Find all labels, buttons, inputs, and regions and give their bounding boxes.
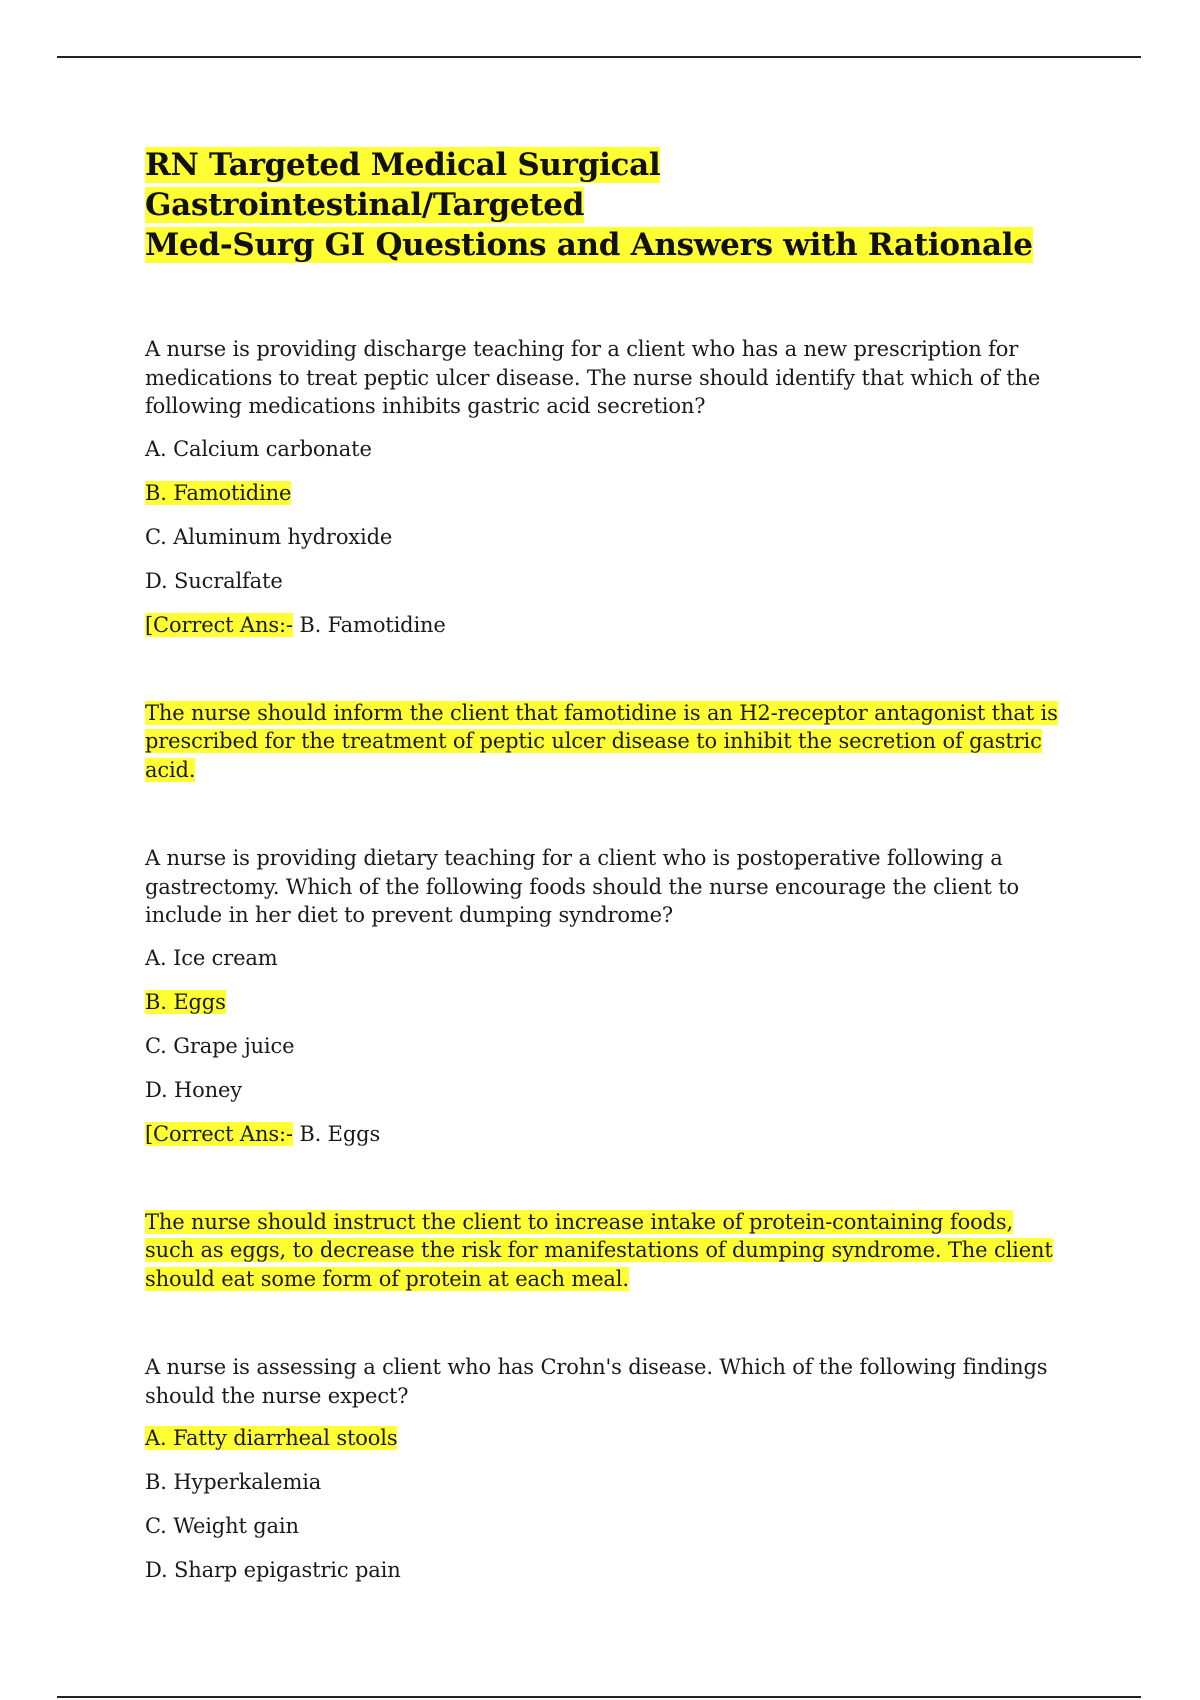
correct-answer-value: B. Eggs	[292, 1121, 381, 1146]
option-d: D. Sucralfate	[145, 568, 283, 593]
option-a: A. Ice cream	[145, 945, 278, 970]
rationale: The nurse should instruct the client to increase intake of protein-containing foods, such as eggs, to decrease the risk for manifestations of dumping syndrome. The client should eat some form of protein at each meal.	[145, 1209, 1053, 1291]
top-rule	[57, 56, 1141, 58]
question-1	[145, 335, 1065, 784]
bottom-rule	[57, 1696, 1141, 1698]
correct-answer	[145, 1120, 1065, 1148]
option-a: A. Calcium carbonate	[145, 436, 372, 461]
title-line-1: RN Targeted Medical Surgical Gastrointestinal/Targeted	[145, 147, 661, 223]
option-b: B. Hyperkalemia	[145, 1470, 322, 1494]
correct-answer-prefix: [Correct Ans:-	[145, 612, 293, 637]
question-stem: A nurse is assessing a client who has Crohn's disease. Which of the following findings should the nurse expect?	[145, 1355, 1048, 1408]
document-body	[145, 145, 1065, 1584]
correct-answer-prefix: [Correct Ans:-	[145, 1121, 293, 1146]
option-c: C. Weight gain	[145, 1514, 299, 1538]
option-c: C. Grape juice	[145, 1033, 295, 1058]
correct-answer-value: B. Famotidine	[292, 612, 446, 637]
question-2	[145, 844, 1065, 1293]
option-c: C. Aluminum hydroxide	[145, 524, 393, 549]
option-b: B. Eggs	[145, 989, 226, 1014]
question-3	[145, 1353, 1065, 1584]
rationale: The nurse should inform the client that famotidine is an H2-receptor antagonist that is prescribed for the treatment of peptic ulcer disease to inhibit the secretion of gastric acid.	[145, 700, 1058, 782]
option-a: A. Fatty diarrheal stools	[145, 1426, 398, 1450]
question-stem: A nurse is providing dietary teaching for a client who is postoperative following a gastrectomy. Which of the following foods should the nurse encourage the client to include in her diet to prevent dumping syndrome?	[145, 846, 1019, 927]
correct-answer	[145, 611, 1065, 639]
option-d: D. Honey	[145, 1077, 243, 1102]
title-line-2: Med-Surg GI Questions and Answers with Rationale	[145, 227, 1033, 263]
document-title	[145, 145, 1065, 265]
option-d: D. Sharp epigastric pain	[145, 1558, 401, 1582]
option-b: B. Famotidine	[145, 480, 292, 505]
question-stem: A nurse is providing discharge teaching for a client who has a new prescription for medications to treat peptic ulcer disease. The nurse should identify that which of the following medications inhibits gastric acid secretion?	[145, 337, 1041, 418]
